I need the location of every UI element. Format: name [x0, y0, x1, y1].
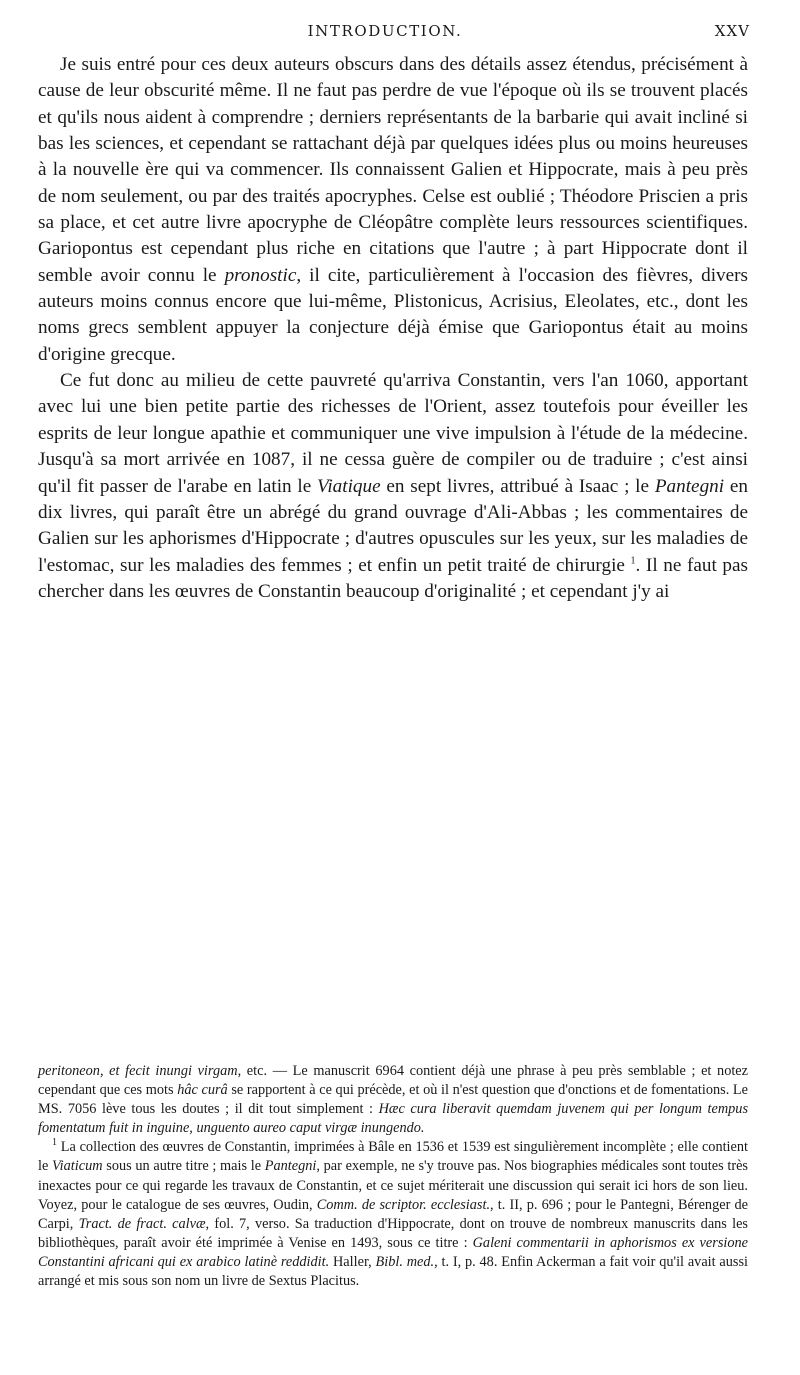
italic-title-viatique: Viatique: [317, 475, 381, 497]
footnote-1: $^1$ La collection des œuvres de Constantin, imprimées à Bâle en 1536 et 1539 est singulièrement incomplète ; elle contient le Viaticum sous un autre titre ; mais le Pantegni, par exemple, ne s'y trouve pas. Nos biographies médicales sont toutes très inexactes pour ce qui regarde les travaux de Constantin, et ce sujet mériterait une discussion qui serait ici hors de son lieu. Voyez, pour le catalogue de ses œuvres, Oudin, Comm. de scriptor. ecclesiast., t. II, p. 696 ; pour le Pantegni, Bérenger de Carpi, Tract. de fract. calvæ, fol. 7, verso. Sa traduction d'Hippocrate, dont on trouve de nombreux manuscrits dans les bibliothèques, paraît avoir été imprimée à Venise en 1493, sous ce titre : Galeni commentarii in aphorismos ex versione Constantini africani qui ex arabico latinè reddidit. Haller, Bibl. med., t. I, p. 48. Enfin Ackerman a fait voir qu'il avait aussi arrangé et mis sous son nom un livre de Sextus Placitus.: [38, 1137, 749, 1290]
footnote-number: 1: [52, 1137, 57, 1149]
italic-title-pantegni: Pantegni: [654, 475, 725, 497]
footnotes: [38, 1062, 748, 1291]
paragraph-2: Ce fut donc au milieu de cette pauvreté qu'arriva Constantin, vers l'an 1060, apportant avec lui une bien petite partie des richesses de l'Orient, assez toutefois pour éveiller les esprits de leur longue apathie et communiquer une vive impulsion à l'étude de la médecine. Jusqu'à sa mort arrivée en 1087, il ne cessa guère de compiler ou de traduire ; c'est ainsi qu'il fit passer de l'arabe en latin le Viatique en sept livres, attribué à Isaac ; le Pantegni en dix livres, qui paraît être un abrégé du grand ouvrage d'Ali-Abbas ; les commentaires de Galien sur les aphorismes d'Hippocrate ; d'autres opuscules sur les yeux, sur les maladies de l'estomac, sur les maladies des femmes ; et enfin un petit traité de chirurgie $^1$. Il ne faut pas chercher dans les œuvres de Constantin beaucoup d'originalité ; et cependant j'y ai: [38, 370, 748, 602]
footnote-reference: 1: [630, 555, 636, 567]
italic-term: pronostic: [224, 264, 297, 286]
running-title: INTRODUCTION.: [307, 22, 463, 40]
page-header: [30, 22, 750, 46]
book-page: [30, 0, 770, 1375]
footnote-continuation: peritoneon, et fecit inungi virgam, etc. — Le manuscrit 6964 contient déjà une phrase à peu près semblable ; et notez cependant que ces mots hâc curâ se rapportent à ce qui précède, et où il n'est question que d'onctions et de fomentations. Le MS. 7056 lève tous les doutes ; il dit tout simplement : Hæc cura liberavit quemdam juvenem qui per longum tempus fomentatum fuit in inguine, unguento aureo caput virgæ inungendo.: [38, 1063, 749, 1137]
page-number: XXV: [714, 22, 750, 40]
paragraph-1: Je suis entré pour ces deux auteurs obscurs dans des détails assez étendus, précisément à cause de leur obscurité même. Il ne faut pas perdre de vue l'époque où ils se trouvent placés et qu'ils nous aident à comprendre ; derniers représentants de la barbarie qui avait incliné si bas les sciences, et cependant se rattachant déjà par quelques idées plus ou moins heureuses à la nouvelle ère qui va commencer. Ils connaissent Galien et Hippocrate, mais à peu près de nom seulement, ou par des traités apocryphes. Celse est oublié ; Théodore Priscien a pris sa place, et cet autre livre apocryphe de Cléopâtre complète leurs ressources scientifiques. Gariopontus est cependant plus riche en citations que l'autre ; à part Hippocrate dont il semble avoir connu le pronostic, il cite, particulièrement à l'occasion des fièvres, divers auteurs moins connus encore que lui-même, Plistonicus, Acrisius, Eleolates, etc., dont les noms grecs semblent appuyer la conjecture déjà émise que Gariopontus était au moins d'origine grecque.: [38, 54, 748, 365]
main-text: [38, 52, 748, 605]
